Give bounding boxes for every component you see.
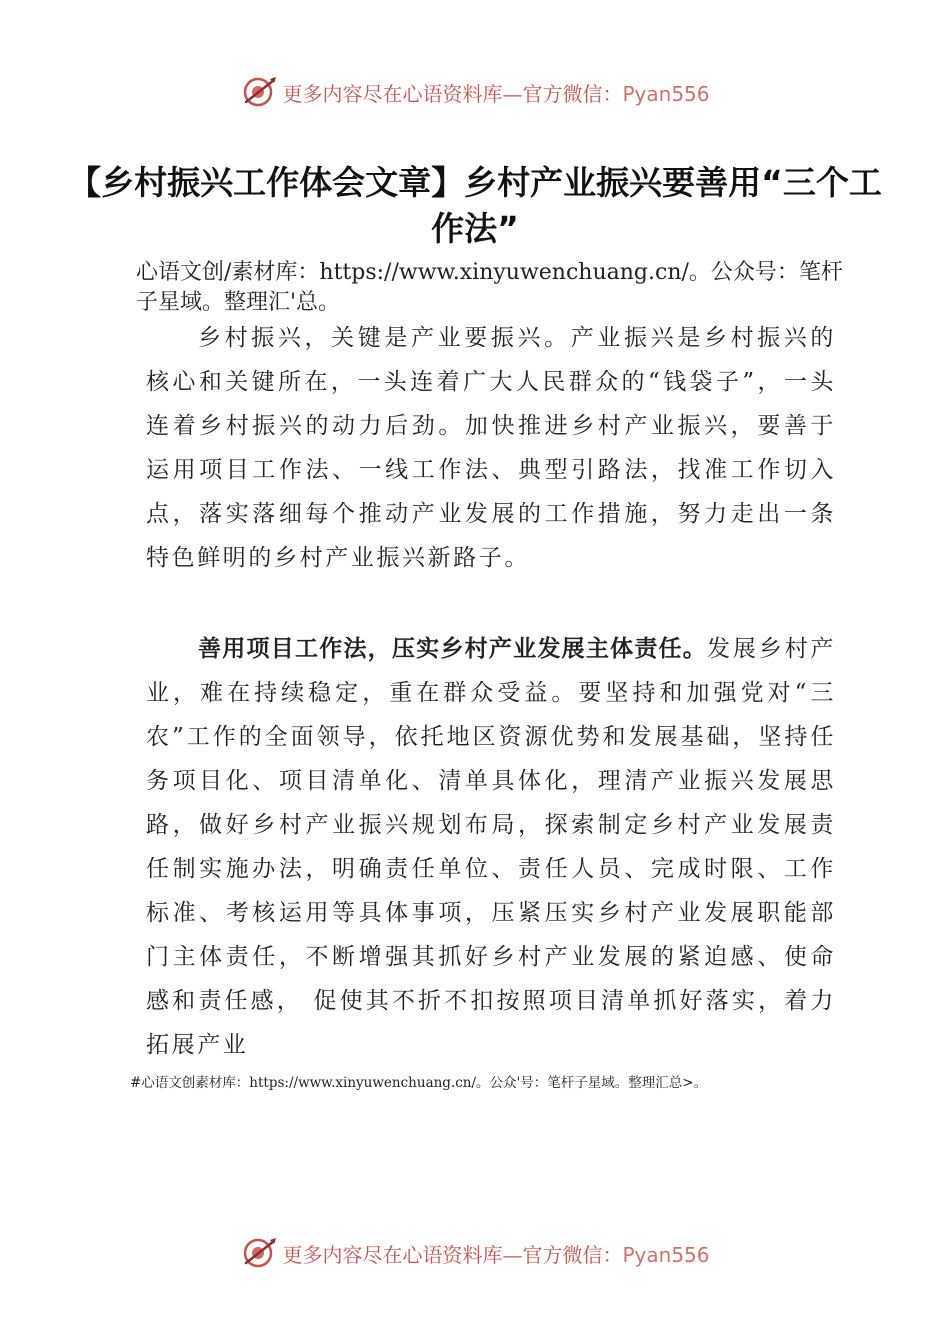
footnote: #心语文创素材库：https://www.xinyuwenchuang.cn/。公众'号：笔杆子星域。整理汇总>。 (130, 1075, 708, 1091)
paragraph-lead: 善用项目工作法，压实乡村产业发展主体责任。 (198, 636, 708, 662)
brand-logo-icon (240, 72, 280, 112)
brand-logo-icon (240, 1233, 280, 1273)
paragraph-project-method (146, 627, 836, 1067)
wechat-id: Pyan556 (622, 1242, 710, 1267)
wechat-id: Pyan556 (622, 81, 710, 106)
banner-text: 更多内容尽在心语资料库—官方微信：Pyan556 (282, 81, 710, 106)
source-line: 心语文创/素材库：https://www.xinyuwenchuang.cn/。公众号：笔杆子星域。整理汇'总。 (136, 260, 843, 315)
footer-banner (0, 1233, 950, 1273)
paragraph-body: 发展乡村产业，难在持续稳定，重在群众受益。要坚持和加强党对“三农”工作的全面领导，依托地区资源优势和发展基础，坚持任务项目化、项目清单化、清单具体化，理清产业振兴发展思路，做好乡村产业振兴规划布局，探索制定乡村产业发展责任制实施办法，明确责任单位、责任人员、完成时限、工作标准、考核运用等具体事项，压紧压实乡村产业发展职能部门主体责任，不断增强其抓好乡村产业发展的紧迫感、使命感和责任感， 促使其不折不扣按照项目清单抓好落实，着力拓展产业 (146, 636, 837, 1058)
article-title: 【乡村振兴工作体会文章】乡村产业振兴要善用“三个工作法” (68, 163, 882, 248)
banner-text: 更多内容尽在心语资料库—官方微信：Pyan556 (282, 1242, 710, 1267)
paragraph-intro: 乡村振兴，关键是产业要振兴。产业振兴是乡村振兴的核心和关键所在，一头连着广大人民群众的“钱袋子”，一头连着乡村振兴的动力后劲。加快推进乡村产业振兴，要善于运用项目工作法、一线工作法、典型引路法，找准工作切入点，落实落细每个推动产业发展的工作措施，努力走出一条特色鲜明的乡村产业振兴新路子。 (146, 325, 836, 571)
header-banner (0, 72, 950, 112)
